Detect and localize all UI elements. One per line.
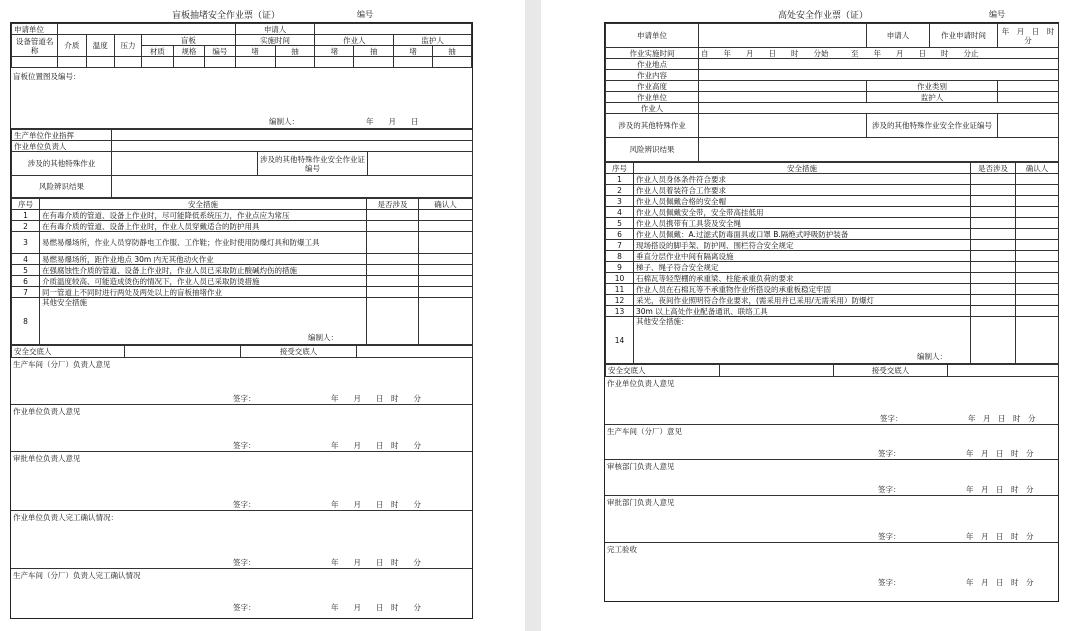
measure-involve-cell[interactable] [971, 196, 1016, 207]
measure-text: 在有毒介质的管道、设备上作业时，作业人员穿戴适合的防护用具 [40, 221, 367, 232]
right-other-special-value[interactable] [699, 114, 867, 138]
left-measure-head-involve: 是否涉及 [367, 199, 419, 210]
right-receiver-label: 接受交底人 [834, 365, 948, 377]
right-apply-unit-value[interactable] [699, 24, 867, 48]
right-handover-label: 安全交底人 [606, 365, 720, 377]
right-height-label: 作业高度 [606, 81, 699, 92]
left-sig-section[interactable] [11, 511, 472, 569]
left-apply-unit-label: 申请单位 [12, 24, 58, 35]
left-sig-section[interactable] [11, 405, 472, 452]
left-blind-date: 年 月 日 [366, 117, 419, 126]
left-entry-cell[interactable] [142, 57, 174, 68]
right-content-label: 作业内容 [606, 70, 699, 81]
right-form-frame [604, 22, 1062, 602]
measure-involve-cell[interactable] [367, 232, 419, 254]
measure-text: 易燃易爆场所，作业人员穿防静电工作服、工作鞋；作业时使用防爆灯具和防爆工具 [40, 232, 367, 254]
right-sig-date: 年 月 日 时 分 [966, 578, 1034, 587]
measure-no: 9 [606, 262, 634, 273]
measure-involve-cell[interactable] [971, 174, 1016, 185]
left-sig-date: 年 月 日 时 分 [331, 500, 421, 509]
measure-involve-cell[interactable] [971, 218, 1016, 229]
left-entry-cell[interactable] [275, 57, 315, 68]
measure-confirm-cell[interactable] [419, 210, 473, 221]
right-sig-section[interactable] [605, 377, 1058, 425]
left-form-number-label: 编号 [357, 10, 373, 19]
measure-no: 3 [12, 232, 40, 254]
left-sig-date: 年 月 日 时 分 [331, 558, 421, 567]
left-guardian-label: 监护人 [394, 35, 472, 46]
measure-no: 5 [606, 218, 634, 229]
right-other-cert-value[interactable] [998, 114, 1059, 138]
right-height-value[interactable] [699, 81, 867, 92]
right-sig-label: 签字： [878, 578, 901, 587]
left-entry-cell[interactable] [12, 57, 58, 68]
measure-confirm-cell[interactable] [419, 298, 473, 345]
measure-no: 3 [606, 196, 634, 207]
left-other-cert-label: 涉及的其他特殊作业安全作业证编号 [258, 152, 368, 176]
left-other-measures-label: 其他安全措施 [42, 298, 87, 307]
measure-no: 2 [606, 185, 634, 196]
right-sig-title: 完工验收 [607, 545, 637, 554]
measure-no: 1 [12, 210, 40, 221]
right-header-table [605, 23, 1062, 162]
left-sig-title: 作业单位负责人完工确认情况： [13, 513, 118, 522]
measure-text: 作业人员身体条件符合要求 [634, 174, 971, 185]
left-blind-position-label: 盲板位置图及编号： [13, 72, 81, 81]
right-category-label: 作业类别 [867, 81, 998, 92]
right-receiver-value[interactable] [948, 365, 1059, 377]
right-worker-label: 作业人 [606, 103, 699, 114]
right-guardian-value[interactable] [998, 92, 1059, 103]
measure-text: 在强腐蚀性介质的管道、设备上作业时，作业人员已采取防止酸碱灼伤的措施 [40, 265, 367, 276]
left-receiver-label: 接受交底人 [241, 346, 357, 358]
measure-involve-cell[interactable] [367, 276, 419, 287]
left-pressure-label: 压力 [114, 35, 141, 57]
left-sig-title: 审批单位负责人意见 [13, 454, 81, 463]
left-entry-cell[interactable] [433, 57, 472, 68]
measure-no: 14 [606, 317, 634, 364]
right-risk-value[interactable] [699, 138, 1059, 162]
left-sig-section[interactable] [11, 358, 472, 405]
measure-no: 2 [12, 221, 40, 232]
right-sig-section[interactable] [605, 425, 1058, 460]
left-form-frame [10, 22, 473, 619]
page-divider [525, 0, 541, 631]
measure-involve-cell[interactable] [367, 221, 419, 232]
left-sig-label: 签字： [233, 500, 256, 509]
right-sig-label: 签字： [878, 532, 901, 541]
left-handover-value[interactable] [125, 346, 241, 358]
measure-involve-cell[interactable] [367, 265, 419, 276]
right-risk-label: 风险辨识结果 [606, 138, 699, 162]
right-form-title: 高处安全作业票（证） [778, 11, 869, 21]
measure-confirm-cell[interactable] [1016, 262, 1059, 273]
measure-text: 30m 以上高处作业配备通讯、联络工具 [634, 306, 971, 317]
measure-involve-cell[interactable] [971, 284, 1016, 295]
measure-involve-cell[interactable] [971, 229, 1016, 240]
right-guardian-label: 监护人 [867, 92, 998, 103]
measure-confirm-cell[interactable] [1016, 284, 1059, 295]
left-time-pull: 抽 [275, 46, 315, 57]
right-impl-time-label: 作业实施时间 [606, 48, 699, 59]
measure-confirm-cell[interactable] [1016, 218, 1059, 229]
left-handover-label: 安全交底人 [12, 346, 125, 358]
measure-involve-cell[interactable] [971, 240, 1016, 251]
measure-text: 作业人员着装符合工作要求 [634, 185, 971, 196]
measure-text: 介质温度较高、可能造成烫伤的情况下，作业人员已采取防烫措施 [40, 276, 367, 287]
measure-confirm-cell[interactable] [1016, 229, 1059, 240]
measure-text: 作业人员在石棉瓦等不承重物作业所搭设的承重板稳定牢固 [634, 284, 971, 295]
measure-text: 作业人员佩戴：A.过滤式防毒面具或口罩 B.隔绝式呼吸防护装备 [634, 229, 971, 240]
measure-confirm-cell[interactable] [1016, 317, 1059, 364]
left-worker-block: 堵 [315, 46, 354, 57]
measure-no: 6 [12, 276, 40, 287]
measure-confirm-cell[interactable] [1016, 295, 1059, 306]
left-entry-cell[interactable] [58, 57, 86, 68]
left-entry-cell[interactable] [354, 57, 394, 68]
right-sig-date: 年 月 日 时 分 [966, 485, 1034, 494]
left-measure-head-text: 安全措施 [40, 199, 367, 210]
right-sig-label: 签字： [880, 414, 903, 423]
right-apply-time-value[interactable]: 年 月 日 时 分 [998, 24, 1059, 48]
measure-confirm-cell[interactable] [1016, 207, 1059, 218]
left-header-table [11, 23, 472, 68]
right-measure-head-no: 序号 [606, 163, 634, 174]
right-unit-value[interactable] [699, 92, 867, 103]
measure-confirm-cell[interactable] [419, 287, 473, 298]
measure-involve-cell[interactable] [971, 251, 1016, 262]
right-site-label: 作业地点 [606, 59, 699, 70]
right-apply-time-label: 作业申请时间 [930, 24, 998, 48]
right-category-value[interactable] [998, 81, 1059, 92]
right-sig-section[interactable] [605, 496, 1058, 543]
left-entry-cell[interactable] [114, 57, 141, 68]
right-measures-table [605, 162, 1059, 364]
left-work-lead-label: 作业单位负责人 [12, 141, 112, 152]
right-other-cert-label: 涉及的其他特殊作业安全作业证编号 [867, 114, 998, 138]
measure-involve-cell[interactable] [971, 273, 1016, 284]
left-sig-label: 签字： [233, 603, 256, 612]
measure-text: 同一管道上不同时进行两处及两处以上的盲板抽堵作业 [40, 287, 367, 298]
left-handover-table [11, 345, 473, 358]
left-receiver-value[interactable] [357, 346, 473, 358]
right-sig-title: 生产车间（分厂）意见 [607, 427, 682, 436]
right-handover-value[interactable] [720, 365, 834, 377]
measure-confirm-cell[interactable] [1016, 174, 1059, 185]
right-measure-head-confirm: 确认人 [1016, 163, 1059, 174]
left-other-special-value[interactable] [112, 152, 258, 176]
left-sig-section[interactable] [11, 452, 472, 511]
right-applicant-label: 申请人 [867, 24, 930, 48]
left-worker-label: 作业人 [315, 35, 394, 46]
measure-no: 12 [606, 295, 634, 306]
left-measures-table [11, 198, 473, 345]
left-entry-cell[interactable] [315, 57, 354, 68]
measure-no: 4 [12, 254, 40, 265]
measure-involve-cell[interactable] [971, 262, 1016, 273]
right-measure-head-text: 安全措施 [634, 163, 971, 174]
measure-text: 采光，夜间作业照明符合作业要求，(需采用并已采用/无需采用）防爆灯 [634, 295, 971, 306]
left-applicant-label: 申请人 [235, 24, 315, 35]
left-other-measures-cell[interactable] [40, 298, 367, 345]
left-worker-pull: 抽 [354, 46, 394, 57]
left-entry-cell[interactable] [173, 57, 205, 68]
measure-involve-cell[interactable] [367, 298, 419, 345]
left-sig-date: 年 月 日 时 分 [331, 441, 421, 450]
measure-confirm-cell[interactable] [1016, 273, 1059, 284]
measure-text: 现场搭设的脚手架、防护网、围栏符合安全规定 [634, 240, 971, 251]
right-impl-time-value[interactable]: 自 年 月 日 时 分始 至 年 月 日 时 分止 [699, 48, 1059, 59]
measure-no: 1 [606, 174, 634, 185]
right-worker-value[interactable] [699, 103, 1059, 114]
measure-text: 石棉瓦等轻型棚的承重梁、柱能承重负荷的要求 [634, 273, 971, 284]
right-content-value[interactable] [699, 70, 1059, 81]
left-blind-label: 盲板 [142, 35, 235, 46]
right-sig-title: 审批部门负责人意见 [607, 498, 675, 507]
left-measure-head-no: 序号 [12, 199, 40, 210]
right-unit-label: 作业单位 [606, 92, 699, 103]
measure-no: 11 [606, 284, 634, 295]
measure-no: 13 [606, 306, 634, 317]
left-prod-cmd-label: 生产单位作业指挥 [12, 130, 112, 141]
left-spec-label: 规格 [173, 46, 205, 57]
measure-no: 10 [606, 273, 634, 284]
measure-no: 8 [606, 251, 634, 262]
left-other-measures-drawer: 编制人： [308, 333, 338, 342]
left-measure-head-confirm: 确认人 [419, 199, 473, 210]
measure-confirm-cell[interactable] [1016, 240, 1059, 251]
left-time-block: 堵 [235, 46, 275, 57]
measure-no: 7 [12, 287, 40, 298]
left-sig-label: 签字： [233, 394, 256, 403]
measure-involve-cell[interactable] [971, 185, 1016, 196]
measure-involve-cell[interactable] [971, 306, 1016, 317]
left-sig-title: 生产车间（分厂）负责人意见 [13, 360, 111, 369]
left-number-label: 编号 [205, 46, 235, 57]
left-sig-label: 签字： [233, 441, 256, 450]
measure-confirm-cell[interactable] [1016, 185, 1059, 196]
left-risk-value[interactable] [112, 176, 473, 198]
left-impl-time-label: 实施时间 [235, 35, 315, 46]
measure-confirm-cell[interactable] [1016, 251, 1059, 262]
left-sig-label: 签字： [233, 558, 256, 567]
measure-text: 作业人员携带有工具袋及安全绳 [634, 218, 971, 229]
right-other-measures-label: 其他安全措施： [636, 317, 689, 326]
right-other-special-label: 涉及的其他特殊作业 [606, 114, 699, 138]
left-sig-title: 作业单位负责人意见 [13, 407, 81, 416]
left-temp-label: 温度 [86, 35, 114, 57]
right-other-measures-cell[interactable] [634, 317, 971, 364]
measure-confirm-cell[interactable] [1016, 306, 1059, 317]
measure-no: 5 [12, 265, 40, 276]
left-entry-cell[interactable] [235, 57, 275, 68]
left-blind-drawer-label: 编制人： [269, 117, 299, 126]
left-work-lead-value[interactable] [112, 141, 473, 152]
measure-confirm-cell[interactable] [1016, 196, 1059, 207]
measure-text: 作业人员佩戴安全带，安全带高挂低用 [634, 207, 971, 218]
right-sig-date: 年 月 日 时 分 [966, 449, 1034, 458]
left-material-label: 材质 [142, 46, 174, 57]
measure-confirm-cell[interactable] [419, 232, 473, 254]
left-sig-date: 年 月 日 时 分 [331, 603, 421, 612]
right-sig-section[interactable] [605, 460, 1058, 496]
right-sig-label: 签字： [878, 449, 901, 458]
left-sig-title: 生产车间（分厂）负责人完工确认情况 [13, 571, 141, 580]
measure-text: 垂直分层作业中间有隔离设施 [634, 251, 971, 262]
right-sig-section[interactable] [605, 543, 1058, 588]
right-sig-title: 作业单位负责人意见 [607, 379, 675, 388]
measure-involve-cell[interactable] [971, 295, 1016, 306]
left-guardian-pull: 抽 [433, 46, 472, 57]
measure-no: 7 [606, 240, 634, 251]
measure-text: 作业人员佩戴合格的安全帽 [634, 196, 971, 207]
left-form-title: 盲板抽堵安全作业票（证） [172, 11, 281, 21]
measure-no: 8 [12, 298, 40, 345]
measure-confirm-cell[interactable] [419, 276, 473, 287]
left-guardian-block: 堵 [394, 46, 433, 57]
right-sig-date: 年 月 日 时 分 [968, 414, 1036, 423]
measure-confirm-cell[interactable] [419, 265, 473, 276]
left-pipe-name-label: 设备管道名称 [12, 35, 58, 57]
left-medium-label: 介质 [58, 35, 86, 57]
left-apply-unit-value[interactable] [58, 24, 235, 35]
measure-text: 易燃易爆场所，距作业地点 30m 内无其他动火作业 [40, 254, 367, 265]
right-other-measures-drawer: 编制人： [917, 352, 947, 361]
right-sig-date: 年 月 日 时 分 [966, 532, 1034, 541]
left-risk-label: 风险辨识结果 [12, 176, 112, 198]
measure-no: 6 [606, 229, 634, 240]
right-measure-head-involve: 是否涉及 [971, 163, 1016, 174]
measure-confirm-cell[interactable] [419, 221, 473, 232]
right-apply-unit-label: 申请单位 [606, 24, 699, 48]
right-form-number-label: 编号 [989, 10, 1005, 19]
left-prod-cmd-value[interactable] [112, 130, 473, 141]
left-entry-cell[interactable] [394, 57, 433, 68]
left-entry-cell[interactable] [205, 57, 235, 68]
right-sig-label: 签字： [878, 485, 901, 494]
measure-involve-cell[interactable] [367, 254, 419, 265]
measure-involve-cell[interactable] [367, 287, 419, 298]
left-other-special-label: 涉及的其他特殊作业 [12, 152, 112, 176]
measure-text: 在有毒介质的管道、设备上作业时，尽可能降低系统压力，作业点应为常压 [40, 210, 367, 221]
left-sig-date: 年 月 日 时 分 [331, 394, 421, 403]
measure-no: 4 [606, 207, 634, 218]
measure-involve-cell[interactable] [971, 207, 1016, 218]
measure-text: 梯子、绳子符合安全规定 [634, 262, 971, 273]
left-other-cert-value[interactable] [368, 152, 473, 176]
right-handover-table [605, 364, 1059, 377]
measure-confirm-cell[interactable] [419, 254, 473, 265]
left-blind-position-area[interactable] [11, 68, 472, 129]
left-entry-cell[interactable] [86, 57, 114, 68]
left-sig-section[interactable] [11, 569, 472, 613]
right-sig-title: 审核部门负责人意见 [607, 462, 675, 471]
measure-involve-cell[interactable] [367, 210, 419, 221]
measure-involve-cell[interactable] [971, 317, 1016, 364]
left-info-table [11, 129, 473, 198]
right-site-value[interactable] [699, 59, 1059, 70]
left-applicant-value[interactable] [315, 24, 472, 35]
